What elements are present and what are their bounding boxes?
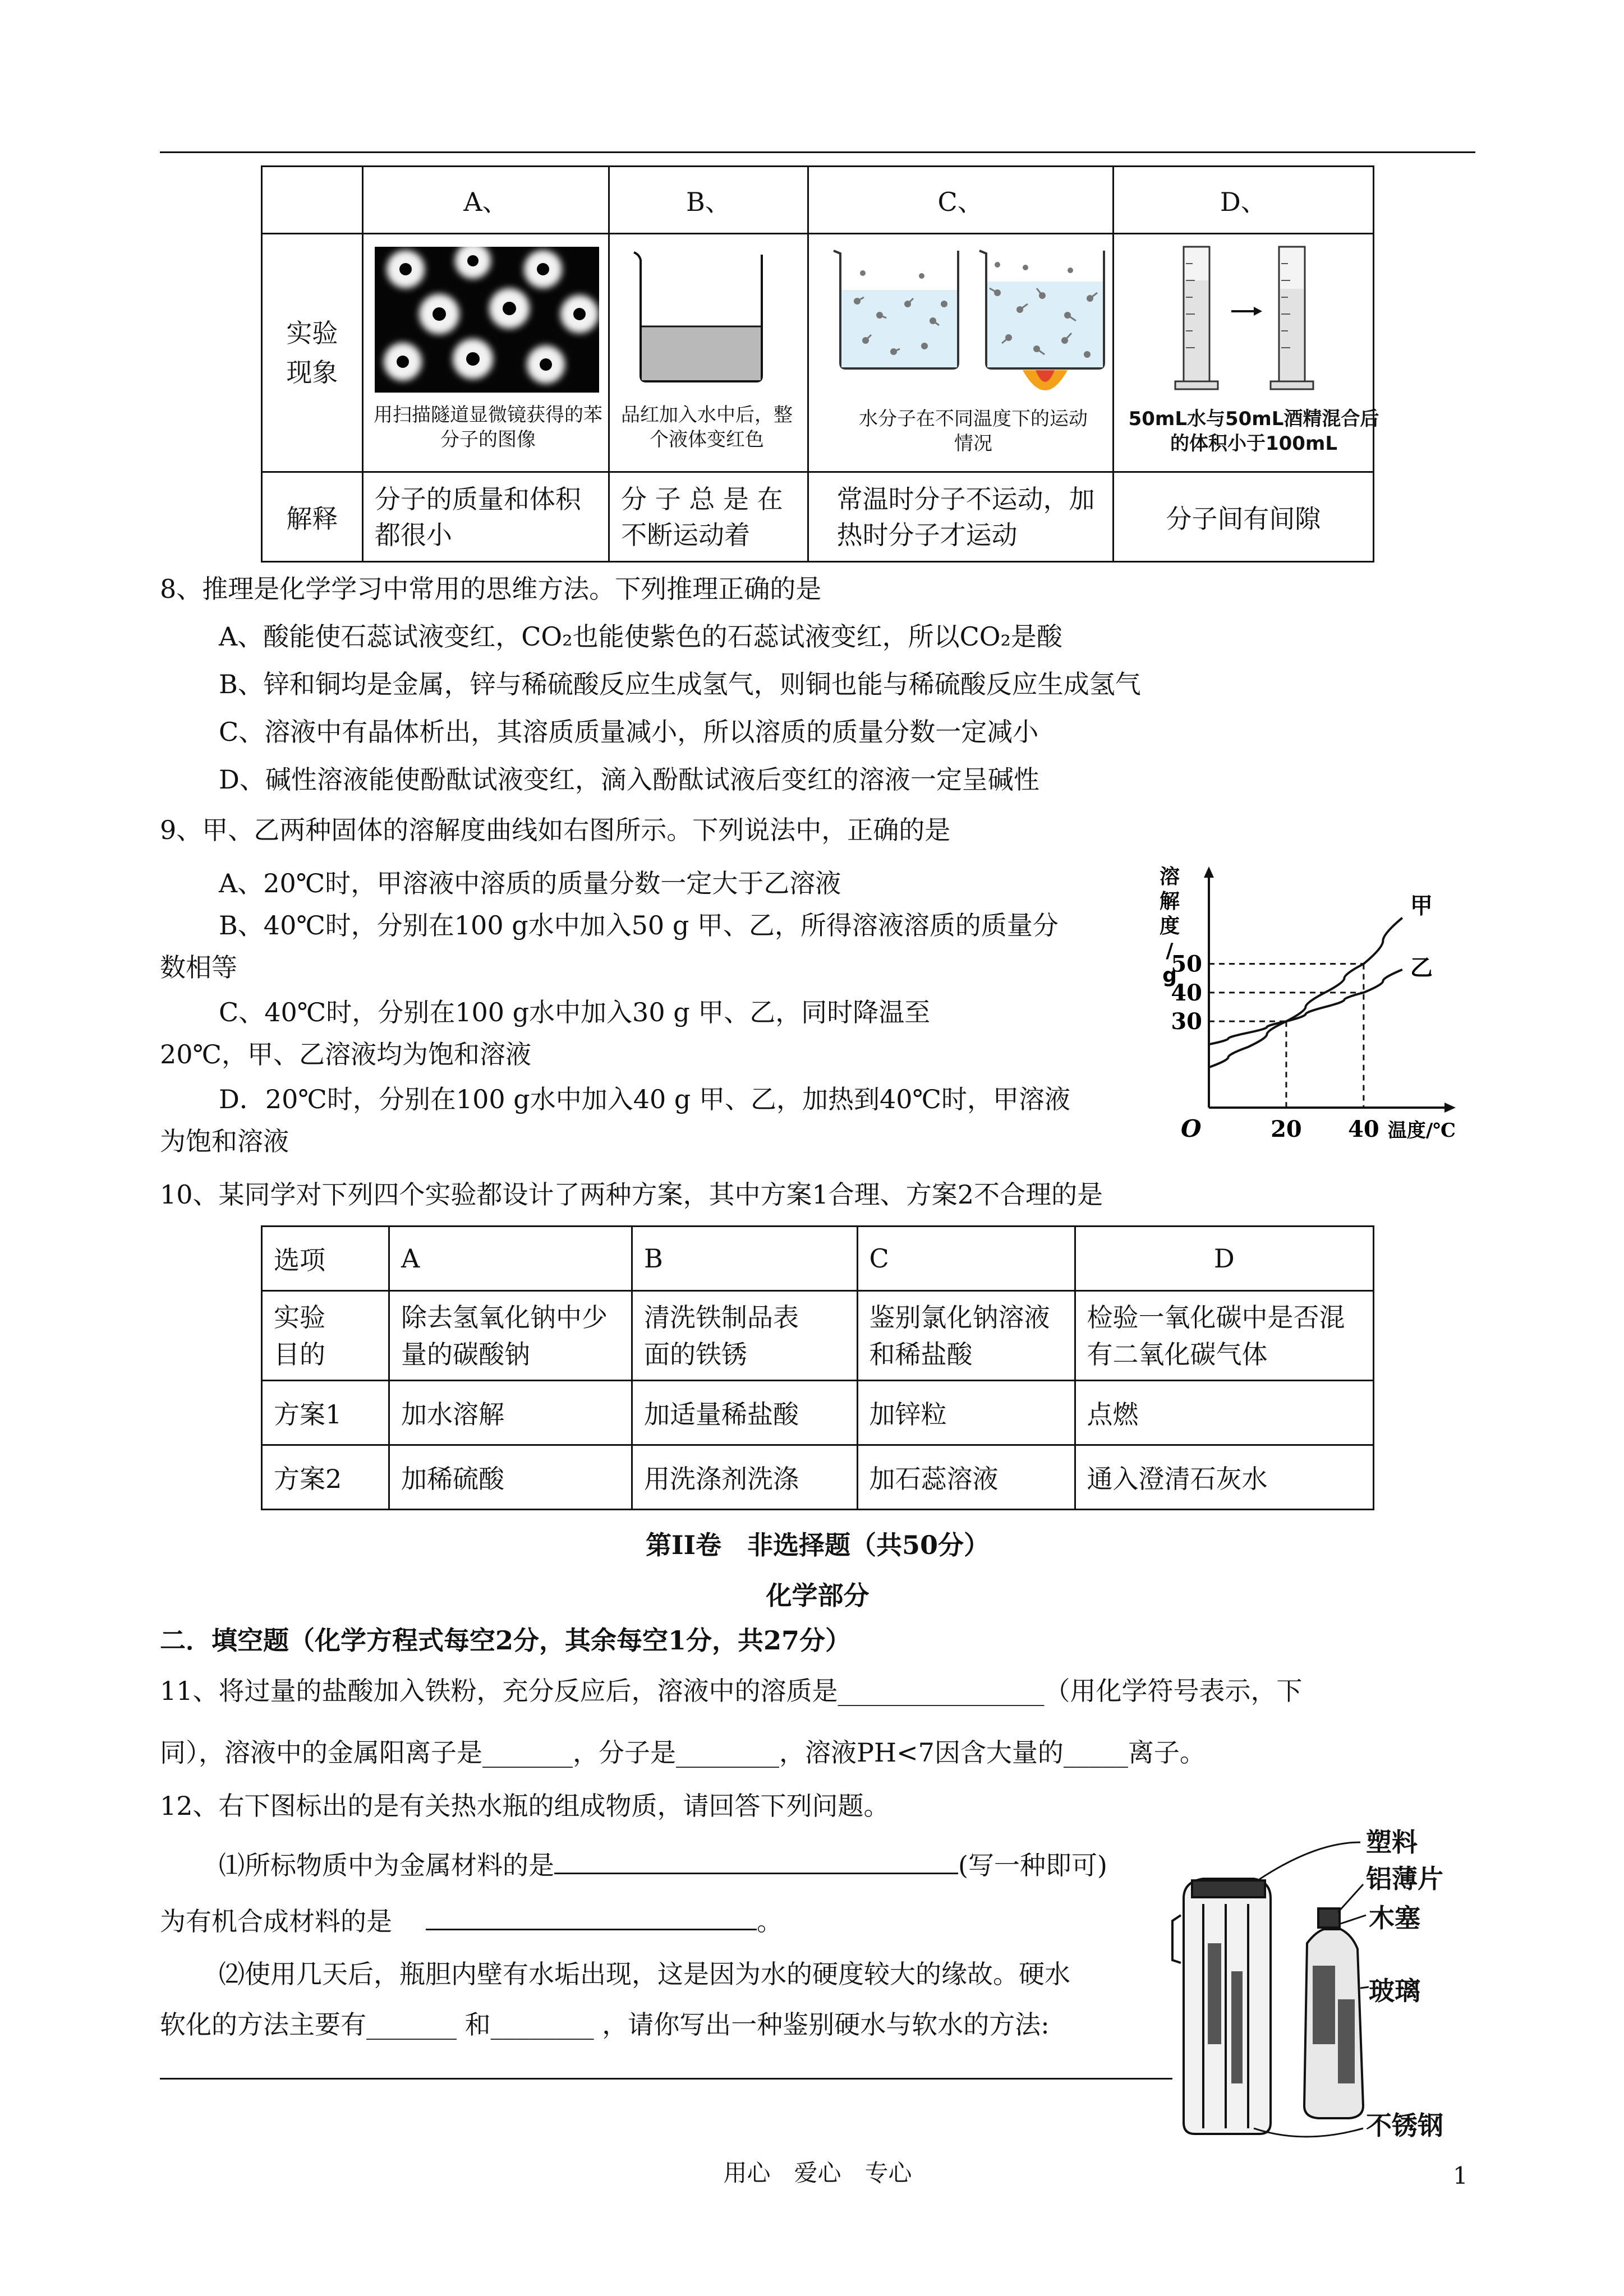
series-label-0: 甲 — [1410, 893, 1433, 919]
x-tick-label: 40 — [1348, 1116, 1379, 1142]
q9-option-c-line2: 20℃，甲、乙溶液均为饱和溶液 — [160, 1039, 531, 1069]
solubility-chart — [1153, 861, 1467, 1152]
x-tick-label: 20 — [1271, 1116, 1302, 1142]
explanation-b: 分 子 总 是 在不断运动着 — [609, 472, 808, 562]
corner-cell — [262, 167, 363, 234]
caption-a: 用扫描隧道显微镜获得的苯分子的图像 — [374, 404, 602, 451]
header-c: C、 — [808, 167, 1113, 234]
q10-stem: 10、某同学对下列四个实验都设计了两种方案，其中方案1合理、方案2不合理的是 — [160, 1179, 1103, 1210]
header-a: A、 — [362, 167, 609, 234]
table-cell: 加石蕊溶液 — [857, 1445, 1075, 1510]
q8-stem: 8、推理是化学学习中常用的思维方法。下列推理正确的是 — [160, 574, 822, 604]
table-cell: 加水溶解 — [389, 1381, 632, 1445]
table-cell: 用洗涤剂洗涤 — [632, 1445, 858, 1510]
q12-part2-line1: ⑵使用几天后，瓶胆内壁有水垢出现，这是因为水的硬度较大的缘故。硬水 — [219, 1959, 1070, 1989]
q9-option-a: A、20℃时，甲溶液中溶质的质量分数一定大于乙溶液 — [219, 868, 841, 898]
caption-d: 50mL水与50mL酒精混合后的体积小于100mL — [1128, 408, 1379, 455]
cylinders-image — [1172, 241, 1335, 398]
header-d: D、 — [1113, 167, 1373, 234]
y-tick-label: 40 — [1171, 979, 1202, 1006]
series-label-1: 乙 — [1410, 955, 1433, 981]
table-cell: 方案1 — [262, 1381, 389, 1445]
x-axis-label: 温度/℃ — [1387, 1119, 1456, 1142]
q11-line2: 同），溶液中的金属阳离子是_______，分子是________，溶液PH<7因含大量的_____离子。 — [160, 1737, 1206, 1768]
caption-c: 水分子在不同温度下的运动情况 — [859, 408, 1088, 455]
table-cell: 鉴别氯化钠溶液和稀盐酸 — [857, 1291, 1075, 1381]
table-cell: 点燃 — [1075, 1381, 1373, 1445]
y-axis-label-char: / — [1166, 939, 1174, 962]
label-plastic: 塑料 — [1366, 1827, 1418, 1857]
answer-blank[interactable] — [426, 1904, 757, 1930]
y-axis-label-char: g — [1162, 964, 1177, 987]
header-rule — [160, 151, 1475, 153]
q9-option-b-line2: 数相等 — [160, 952, 237, 983]
y-axis-label-char: 解 — [1159, 890, 1180, 913]
y-tick-label: 30 — [1171, 1008, 1202, 1035]
header-b: B、 — [609, 167, 808, 234]
section-title: 第II卷 非选择题（共50分） — [645, 1530, 990, 1560]
origin-label: O — [1181, 1115, 1202, 1142]
water-molecules-image — [829, 242, 1126, 405]
beaker-image — [628, 247, 774, 387]
y-axis-label-char: 度 — [1159, 915, 1180, 938]
section-subtitle: 化学部分 — [766, 1580, 869, 1611]
explanation-c: 常温时分子不运动，加热时分子才运动 — [808, 472, 1113, 562]
q8-option-b: B、锌和铜均是金属，锌与稀硫酸反应生成氢气，则铜也能与稀硫酸反应生成氢气 — [219, 669, 1141, 699]
q8-option-d: D、碱性溶液能使酚酞试液变红，滴入酚酞试液后变红的溶液一定呈碱性 — [219, 764, 1039, 795]
page-number: 1 — [1453, 2162, 1468, 2189]
x-axis-arrow — [1444, 1103, 1456, 1113]
table-cell: 方案2 — [262, 1445, 389, 1510]
q11-line1: 11、将过量的盐酸加入铁粉，充分反应后，溶液中的溶质是________________（用化学符号表示，下 — [160, 1676, 1303, 1706]
explanation-d: 分子间有间隙 — [1113, 472, 1373, 562]
table-cell: 检验一氧化碳中是否混有二氧化碳气体 — [1075, 1291, 1373, 1381]
scheme-table — [261, 1225, 1374, 1510]
table-header: D — [1075, 1227, 1373, 1291]
table-cell: 加稀硫酸 — [389, 1445, 632, 1510]
y-axis-arrow — [1204, 866, 1214, 878]
table-cell: 实验目的 — [262, 1291, 389, 1381]
row-label-explanation: 解释 — [262, 472, 363, 562]
q12-part1-line2: 为有机合成材料的是 。 — [160, 1904, 783, 1938]
q8-option-a: A、酸能使石蕊试液变红，CO₂也能使紫色的石蕊试液变红，所以CO₂是酸 — [219, 621, 1062, 652]
label-cork: 木塞 — [1369, 1903, 1420, 1933]
q9-stem: 9、甲、乙两种固体的溶解度曲线如右图所示。下列说法中，正确的是 — [160, 815, 951, 845]
y-tick-label: 50 — [1171, 951, 1202, 978]
q12-stem: 12、右下图标出的是有关热水瓶的组成物质，请回答下列问题。 — [160, 1791, 890, 1821]
explanation-a: 分子的质量和体积都很小 — [362, 472, 609, 562]
q8-option-c: C、溶液中有晶体析出，其溶质质量减小，所以溶质的质量分数一定减小 — [219, 717, 1039, 747]
benzene-stm-image — [375, 247, 599, 393]
section-heading: 二．填空题（化学方程式每空2分，其余每空1分，共27分） — [160, 1625, 852, 1656]
caption-b: 品红加入水中后，整个液体变红色 — [621, 404, 793, 451]
footer-text: 用心 爱心 专心 — [723, 2159, 912, 2187]
label-aluminum: 铝薄片 — [1366, 1864, 1443, 1894]
q12-part2-line2: 软化的方法主要有_______ 和________ ，请你写出一种鉴别硬水与软水的方法: — [160, 2009, 1050, 2040]
y-axis-label-char: 溶 — [1159, 865, 1180, 888]
table-header: A — [389, 1227, 632, 1291]
q9-option-b-line1: B、40℃时，分别在100 g水中加入50 g 甲、乙，所得溶液溶质的质量分 — [219, 910, 1059, 940]
table-cell: 加适量稀盐酸 — [632, 1381, 858, 1445]
series-line-0 — [1209, 918, 1402, 1068]
table-cell: 除去氢氧化钠中少量的碳酸钠 — [389, 1291, 632, 1381]
q9-option-c-line1: C、40℃时，分别在100 g水中加入30 g 甲、乙，同时降温至 — [219, 997, 931, 1027]
q9-option-d-line2: 为饱和溶液 — [160, 1126, 289, 1156]
table-cell: 通入澄清石灰水 — [1075, 1445, 1373, 1510]
q9-option-d-line1: D．20℃时，分别在100 g水中加入40 g 甲、乙，加热到40℃时，甲溶液 — [219, 1084, 1070, 1114]
answer-blank[interactable] — [554, 1848, 958, 1874]
label-stainless: 不锈钢 — [1366, 2110, 1443, 2141]
label-glass: 玻璃 — [1369, 1976, 1420, 2006]
table-cell: 清洗铁制品表面的铁锈 — [632, 1291, 858, 1381]
row-label-phenomenon: 实验现象 — [262, 234, 363, 472]
table-header: B — [632, 1227, 858, 1291]
q12-part1-line1: ⑴所标物质中为金属材料的是 (写一种即可) — [219, 1848, 1107, 1882]
table-header: 选项 — [262, 1227, 389, 1291]
table-cell: 加锌粒 — [857, 1381, 1075, 1445]
table-header: C — [857, 1227, 1075, 1291]
answer-line[interactable] — [160, 2078, 1172, 2080]
